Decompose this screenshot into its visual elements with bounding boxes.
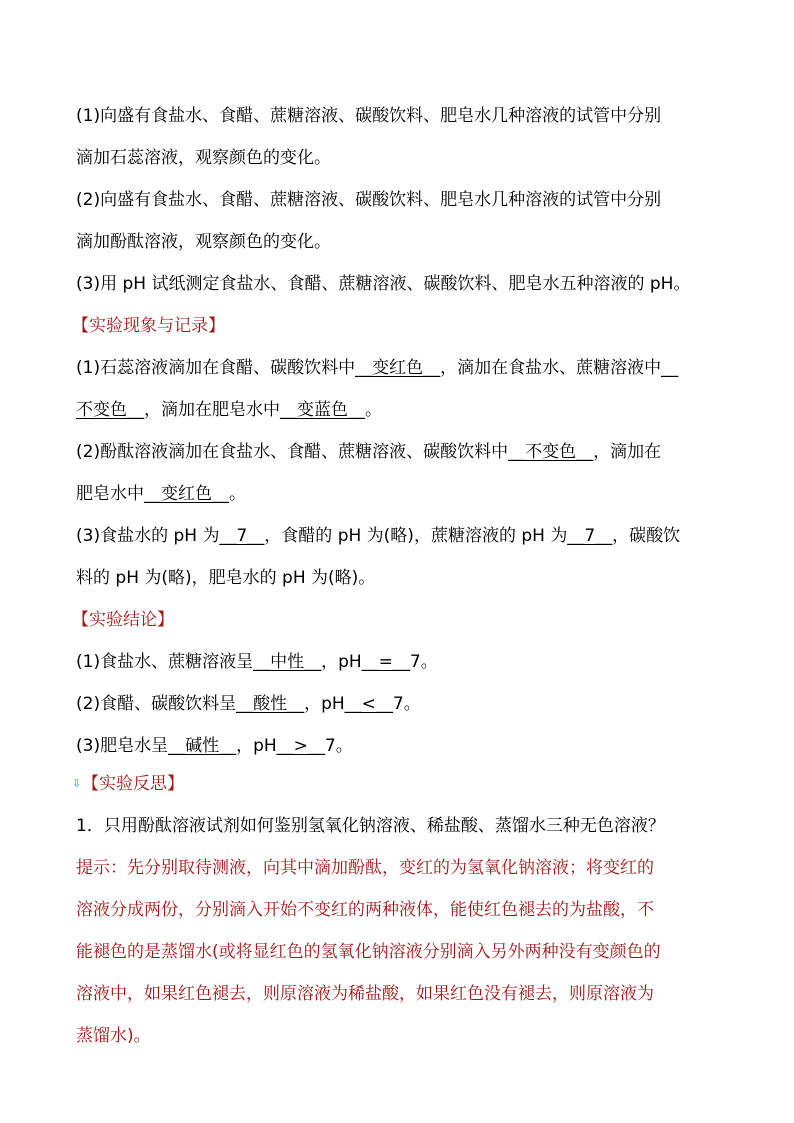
conclusion-3-text-a: (3)肥皂水呈 <box>76 736 169 756</box>
conclusion-3-answer-1: __碱性__ <box>168 736 237 756</box>
observation-1-text-b: ，滴加在食盐水、蔗糖溶液中 <box>440 358 662 378</box>
observation-2-text-d: 。 <box>229 484 246 504</box>
observation-2-text-c: 肥皂水中 <box>76 484 144 504</box>
procedure-step-1-line-1: (1)向盛有食盐水、食醋、蔗糖溶液、碳酸饮料、肥皂水几种溶液的试管中分别 <box>76 106 662 126</box>
conclusion-3-answer-2: __>__ <box>276 736 325 756</box>
procedure-step-1-line-2: 滴加石蕊溶液，观察颜色的变化。 <box>76 148 331 168</box>
conclusion-1-answer-2: __=__ <box>361 652 410 672</box>
conclusion-1-answer-1: __中性__ <box>253 652 322 672</box>
reflection-heading: 【实验反思】 <box>82 774 184 794</box>
procedure-step-2-line-1: (2)向盛有食盐水、食醋、蔗糖溶液、碳酸饮料、肥皂水几种溶液的试管中分别 <box>76 190 662 210</box>
reflection-hint-line-3: 能褪色的是蒸馏水(或将显红色的氢氧化钠溶液分别滴入另外两种没有变颜色的 <box>76 942 661 962</box>
observation-3-text-b: ，食醋的 pH 为(略)，蔗糖溶液的 pH 为 <box>264 526 568 546</box>
conclusion-2-text-b: ，pH <box>304 694 345 714</box>
observation-2-line-2 <box>76 483 726 505</box>
paragraph-marker-icon: ⇩ <box>72 777 82 790</box>
reflection-question-1: 1．只用酚酞溶液试剂如何鉴别氢氧化钠溶液、稀盐酸、蒸馏水三种无色溶液？ <box>76 816 665 836</box>
observation-1-text-a: (1)石蕊溶液滴加在食醋、碳酸饮料中 <box>76 358 356 378</box>
observation-1-text-d: 。 <box>365 400 382 420</box>
observation-2-text-a: (2)酚酞溶液滴加在食盐水、食醋、蔗糖溶液、碳酸饮料中 <box>76 442 509 462</box>
conclusion-1-text-c: 7。 <box>409 652 438 672</box>
conclusion-3 <box>76 735 726 757</box>
conclusion-3-text-c: 7。 <box>324 736 353 756</box>
observation-heading: 【实验现象与记录】 <box>72 316 225 336</box>
observation-1-line-2 <box>76 399 726 421</box>
observation-1-line-1 <box>76 357 726 379</box>
procedure-step-2-line-2: 滴加酚酞溶液，观察颜色的变化。 <box>76 232 331 252</box>
observation-1-answer-2-start: __ <box>661 358 679 378</box>
observation-3-line-2: 料的 pH 为(略)，肥皂水的 pH 为(略)。 <box>76 568 376 588</box>
conclusion-2-answer-2: __<__ <box>344 694 393 714</box>
reflection-hint-line-5: 蒸馏水)。 <box>76 1026 151 1046</box>
observation-2-text-b: ，滴加在 <box>593 442 662 462</box>
conclusion-2-text-c: 7。 <box>392 694 421 714</box>
observation-1-answer-1: __变红色__ <box>355 358 441 378</box>
reflection-hint-line-4: 溶液中，如果红色褪去，则原溶液为稀盐酸，如果红色没有褪去，则原溶液为 <box>76 984 654 1004</box>
observation-3-text-c: ，碳酸饮 <box>612 526 681 546</box>
observation-2-answer-1: __不变色__ <box>508 442 594 462</box>
conclusion-1-text-a: (1)食盐水、蔗糖溶液呈 <box>76 652 254 672</box>
conclusion-2-answer-1: __酸性__ <box>236 694 305 714</box>
observation-1-answer-2-end: 不变色__ <box>76 400 144 420</box>
reflection-heading-row <box>72 773 722 795</box>
conclusion-3-text-b: ，pH <box>236 736 277 756</box>
observation-3-text-a: (3)食盐水的 pH 为 <box>76 526 220 546</box>
reflection-hint-line-2: 溶液分成两份，分别滴入开始不变红的两种液体，能使红色褪去的为盐酸，不 <box>76 900 654 920</box>
reflection-hint-line-1: 提示：先分别取待测液，向其中滴加酚酞，变红的为氢氧化钠溶液；将变红的 <box>76 858 654 878</box>
conclusion-1-text-b: ，pH <box>321 652 362 672</box>
observation-2-answer-2: __变红色__ <box>144 484 229 504</box>
observation-3-line-1 <box>76 525 726 547</box>
observation-1-answer-3: __变蓝色__ <box>280 400 365 420</box>
observation-1-text-c: ，滴加在肥皂水中 <box>144 400 280 420</box>
conclusion-2-text-a: (2)食醋、碳酸饮料呈 <box>76 694 237 714</box>
conclusion-1 <box>76 651 726 673</box>
observation-3-answer-1: __7__ <box>219 526 265 546</box>
conclusion-heading: 【实验结论】 <box>72 610 174 630</box>
observation-3-answer-2: __7__ <box>567 526 613 546</box>
conclusion-2 <box>76 693 726 715</box>
observation-2-line-1 <box>76 441 726 463</box>
procedure-step-3: (3)用 pH 试纸测定食盐水、食醋、蔗糖溶液、碳酸饮料、肥皂水五种溶液的 pH。 <box>76 274 691 294</box>
